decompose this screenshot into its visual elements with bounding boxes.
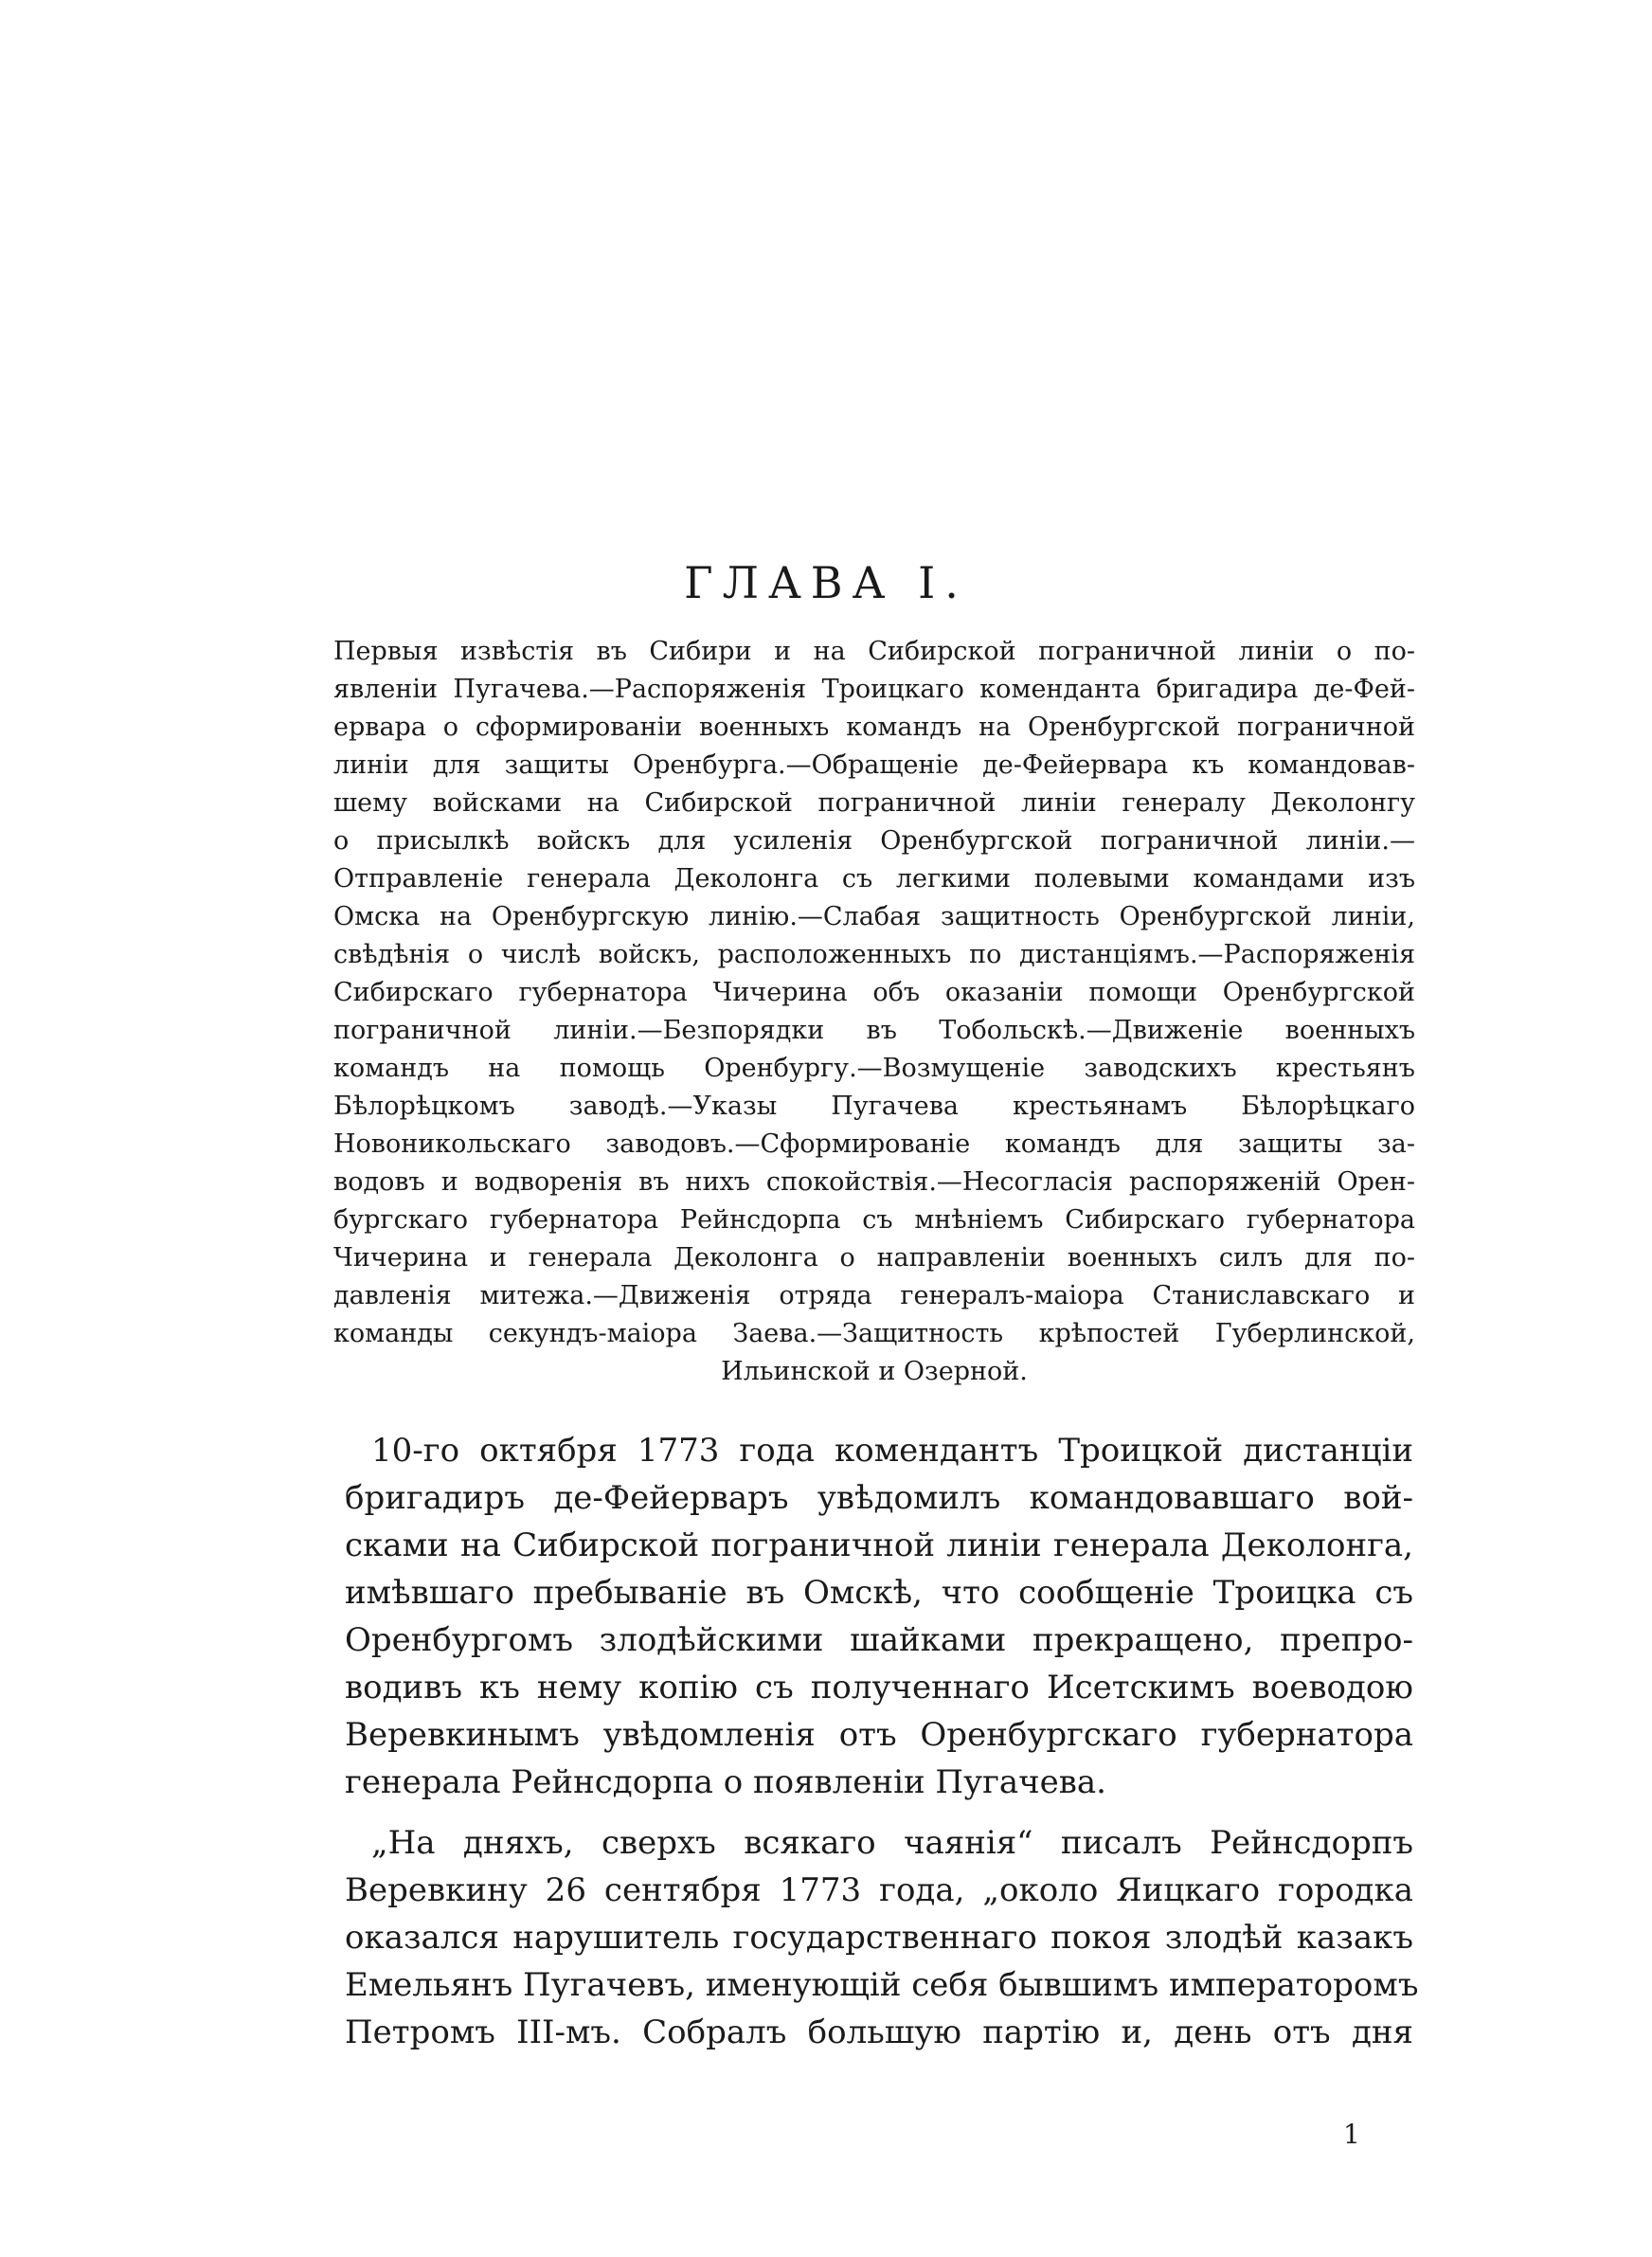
body-line: Емельянъ Пугачевъ, именующій себя бывшимъ императоромъ: [345, 1966, 1419, 2004]
body-line: водивъ къ нему копію съ полученнаго Исетскимъ воеводою: [345, 1669, 1413, 1706]
summary-line: Сибирскаго губернатора Чичерина объ оказаніи помощи Оренбургской: [333, 978, 1415, 1007]
body-line: оказался нарушитель государственнаго покоя злодѣй казакъ: [345, 1919, 1413, 1957]
summary-line: Отправленіе генерала Деколонга съ легкими полевыми командами изъ: [333, 864, 1415, 894]
body-line: генерала Рейнсдорпа о появленіи Пугачева.: [345, 1763, 1106, 1801]
summary-line: Чичерина и генерала Деколонга о направленіи военныхъ силъ для по-: [333, 1243, 1415, 1273]
summary-line: о присылкѣ войскъ для усиленія Оренбургской пограничной линіи.—: [333, 826, 1415, 856]
summary-line: команды секундъ-маіора Заева.—Защитность крѣпостей Губерлинской,: [333, 1319, 1415, 1348]
body-line: Петромъ III-мъ. Собралъ большую партію и, день отъ дня: [345, 2013, 1413, 2051]
body-line: бригадиръ де-Фейерваръ увѣдомилъ командовавшаго вой-: [345, 1479, 1413, 1517]
chapter-title: ГЛАВА I.: [684, 557, 968, 608]
summary-line: свѣдѣнія о числѣ войскъ, расположенныхъ по дистанціямъ.—Распоряженія: [333, 940, 1415, 969]
summary-line: явленіи Пугачева.—Распоряженія Троицкаго коменданта бригадира де-Фей-: [333, 675, 1415, 704]
summary-line: давленія митежа.—Движенія отряда генералъ-маіора Станиславскаго и: [333, 1281, 1415, 1310]
body-line: Оренбургомъ злодѣйскими шайками прекращено, препро-: [345, 1621, 1413, 1659]
page-number: 1: [1343, 2119, 1360, 2150]
body-line: сками на Сибирской пограничной линіи генерала Деколонга,: [345, 1526, 1413, 1564]
summary-line: бургскаго губернатора Рейнсдорпа съ мнѣніемъ Сибирскаго губернатора: [333, 1205, 1415, 1235]
summary-line: пограничной линіи.—Безпорядки въ Тобольскѣ.—Движеніе военныхъ: [333, 1016, 1415, 1045]
summary-line: водовъ и водворенія въ нихъ спокойствія.—Несогласія распоряженій Орен-: [333, 1167, 1415, 1197]
summary-line: шему войсками на Сибирской пограничной линіи генералу Деколонгу: [333, 788, 1415, 818]
chapter-summary: [333, 633, 1415, 1391]
summary-line: Омска на Оренбургскую линію.—Слабая защитность Оренбургской линіи,: [333, 902, 1415, 931]
summary-line: ервара о сформированіи военныхъ командъ на Оренбургской пограничной: [333, 713, 1415, 742]
summary-line: Новоникольскаго заводовъ.—Сформированіе командъ для защиты за-: [333, 1129, 1415, 1159]
body-text: [345, 1427, 1419, 2056]
body-line: Веревкинымъ увѣдомленія отъ Оренбургскаго губернатора: [345, 1716, 1413, 1754]
body-line: имѣвшаго пребываніе въ Омскѣ, что сообщеніе Троицка съ: [345, 1574, 1413, 1612]
body-line: 10-го октября 1773 года комендантъ Троицкой дистанціи: [371, 1432, 1413, 1470]
summary-line: Первыя извѣстія въ Сибири и на Сибирской пограничной линіи о по-: [333, 637, 1415, 666]
summary-line: линіи для защиты Оренбурга.—Обращеніе де-Фейервара къ командовав-: [333, 750, 1415, 780]
body-line: „На дняхъ, сверхъ всякаго чаянія“ писалъ Рейнсдорпъ: [371, 1824, 1413, 1862]
body-line: Веревкину 26 сентября 1773 года, „около Яицкаго городка: [345, 1871, 1413, 1909]
summary-line-last: Ильинской и Озерной.: [721, 1357, 1028, 1386]
summary-line: Бѣлорѣцкомъ заводѣ.—Указы Пугачева крестьянамъ Бѣлорѣцкаго: [333, 1092, 1415, 1121]
summary-line: командъ на помощь Оренбургу.—Возмущеніе заводскихъ крестьянъ: [333, 1054, 1415, 1083]
